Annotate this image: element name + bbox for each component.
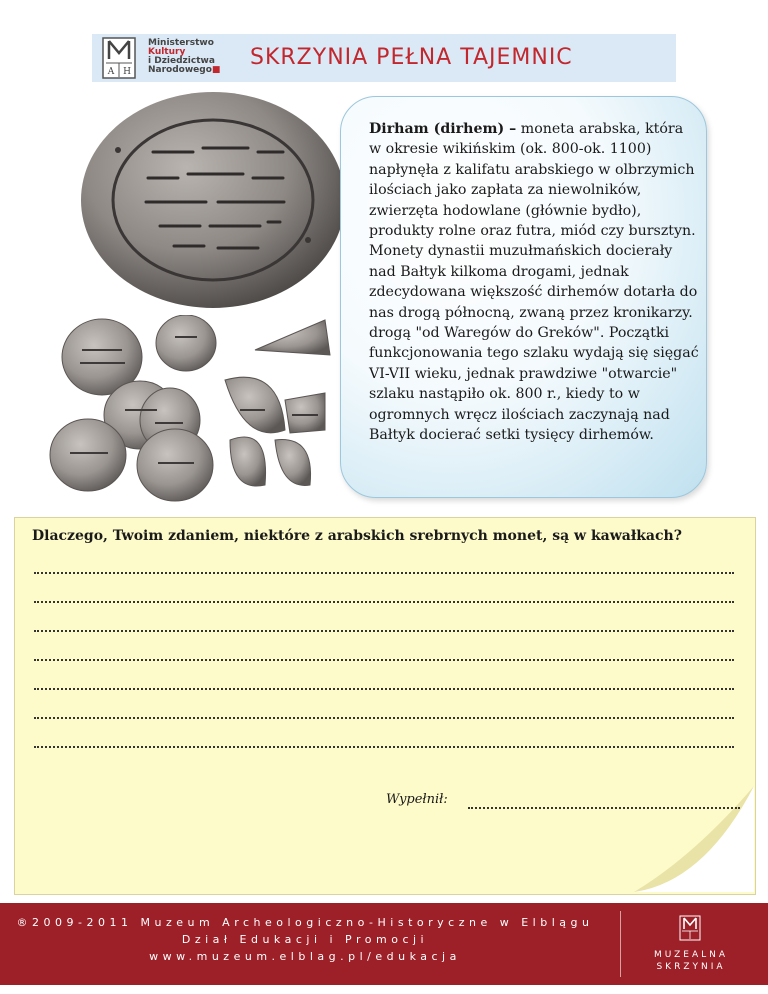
- answer-line-3[interactable]: [34, 630, 734, 632]
- ministry-line-4: Narodowego: [148, 65, 212, 75]
- footer-text: [0, 914, 610, 965]
- info-text: [369, 119, 699, 446]
- svg-text:H: H: [123, 67, 131, 77]
- worksheet-question: Dlaczego, Twoim zdaniem, niektóre z arabskich srebrnych monet, są w kawałkach?: [32, 528, 682, 544]
- ministry-line-2: Kultury: [148, 47, 186, 57]
- ministry-line-3: i Dziedzictwa: [148, 56, 215, 66]
- filled-by-line[interactable]: [468, 807, 740, 809]
- ministry-logo-text: Ministerstwo Kultury i Dziedzictwa Narodowego■: [148, 38, 221, 75]
- info-bubble: [340, 96, 707, 498]
- badge-line-1: MUZEALNA: [653, 950, 729, 960]
- museum-logo-icon: [102, 37, 136, 79]
- answer-line-5[interactable]: [34, 688, 734, 690]
- ministry-line-1: Ministerstwo: [148, 38, 214, 48]
- info-description: moneta arabska, która w okresie wikińskim (ok. 800-ok. 1100) napłynęła z kalifatu arabskiego w olbrzymich ilościach jako zapłata za niewolników, zwierzęta hodowlane (głównie bydło), produkty rolne oraz futra, miód czy bursztyn. Monety dynastii muzułmańskich docierały nad Bałtyk kilkoma drogami, jednak zdecydowana większość dirhemów dotarła do nas drogą północną, zwaną przez kronikarzy. drogą "od Waregów do Greków". Początki funkcjonowania tego szlaku wydają się sięgać VI-VII wieku, jednak prawdziwe "otwarcie" szlaku nastąpiło ok. 800 r., kiedy to w ogromnych wręcz ilościach zaczynają nad Bałtyk docierać setki tysięcy dirhemów.: [369, 121, 699, 444]
- muzealna-skrzynia-badge: [620, 911, 761, 977]
- answer-line-2[interactable]: [34, 601, 734, 603]
- svg-text:A: A: [107, 67, 115, 77]
- answer-line-1[interactable]: [34, 572, 734, 574]
- footer-website-link[interactable]: www.muzeum.elblag.pl/edukacja: [149, 950, 461, 963]
- header-banner: [92, 34, 676, 82]
- page-title: SKRZYNIA PEŁNA TAJEMNIC: [250, 45, 573, 70]
- coin-fragments-image: [40, 315, 340, 505]
- answer-line-6[interactable]: [34, 717, 734, 719]
- badge-text: [621, 949, 761, 973]
- filled-by-label: Wypełnił:: [386, 792, 448, 807]
- answer-line-7[interactable]: [34, 746, 734, 748]
- footer-copyright: ®2009-2011 Muzeum Archeologiczno-Historyczne w Elblągu: [16, 916, 594, 929]
- answer-line-4[interactable]: [34, 659, 734, 661]
- info-term: Dirham (dirhem) –: [369, 121, 517, 137]
- page-curl-icon: [634, 786, 754, 892]
- footer-department: Dział Edukacji i Promocji: [181, 933, 429, 946]
- footer: [0, 903, 768, 985]
- museum-logo-icon: [679, 915, 701, 941]
- large-dirham-coin-image: [78, 90, 348, 310]
- badge-line-2: SKRZYNIA: [656, 962, 726, 972]
